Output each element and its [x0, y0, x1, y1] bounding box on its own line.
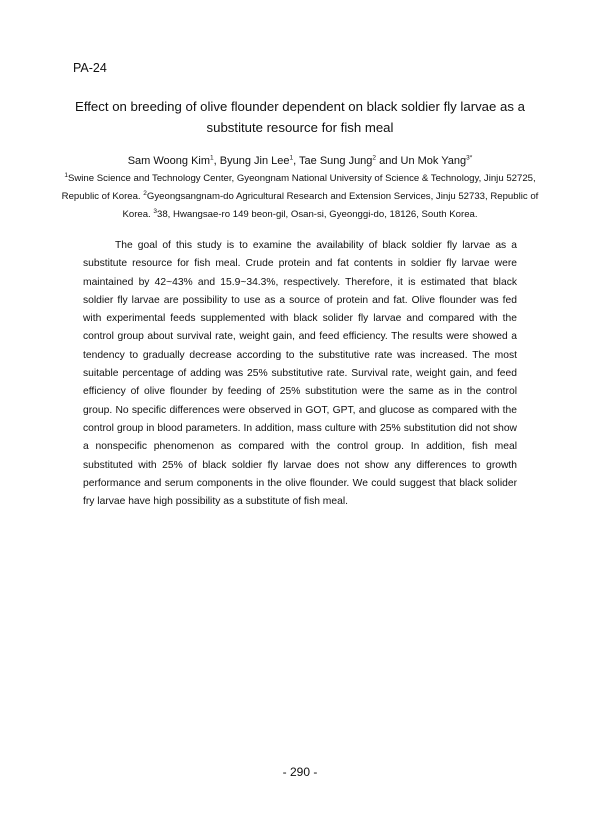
author: Tae Sung Jung$^2$ and: [299, 154, 401, 167]
affiliations: [60, 170, 540, 224]
affiliation: $^3$38, Hwangsae-ro 149 beon-gil, Osan-si, Gyeonggi-do, 18126, South Korea.: [153, 207, 478, 220]
author-list: [60, 152, 540, 170]
abstract-body: The goal of this study is to examine the availability of black soldier fly larvae as a substitute resource for fish meal. Crude protein and fat contents in soldier fly larvae were maintained by 42~43% and 15.9~34.3%, respectively. Therefore, it is estimated that black soldier fly larvae are possibility to use as a source of protein and fat. Olive flounder was fed with experimental feeds supplemented with black solider fly larvae and compared with the control group about survival rate, weight gain, and feed efficiency. The results were showed a tendency to gradually decrease according to the substitutive rate was increased. The most suitable percentage of adding was 25% substitutive rate. Survival rate, weight gain, and feed efficiency of olive flounder by feeding of 25% substitution were the same as in the control group. No specific differences were observed in GOT, GPT, and glucose as compared with the control group in blood parameters. In addition, mass culture with 25% substitution did not show a nonspecific phenomenon as compared with the control group. In addition, fish meal substituted with 25% of black soldier fly larvae does not show any differences to growth performance and serum components in the olive flounder. We could suggest that black solider fry larvae have high possibility as a substitute of fish meal.: [83, 240, 517, 508]
affiliation: $^1$Swine Science and Technology Center, Gyeongnam National University of Science & Technology, Jinju 52725, Republic of Korea.: [61, 171, 536, 202]
paper-title: Effect on breeding of olive flounder dependent on black soldier fly larvae as a substitute resource for fish meal: [75, 99, 525, 135]
abstract-code: PA-24: [73, 61, 107, 75]
author: Un Mok Yang$^{3*}$: [400, 154, 473, 167]
page-number: - 290 -: [282, 765, 318, 779]
author: Byung Jin Lee$^1$,: [219, 154, 300, 167]
author: Sam Woong Kim$^1$,: [127, 154, 220, 167]
affiliation: $^2$Gyeongsangnam-do Agricultural Research and Extension Services, Jinju 52733, Republic of Korea.: [122, 189, 539, 220]
